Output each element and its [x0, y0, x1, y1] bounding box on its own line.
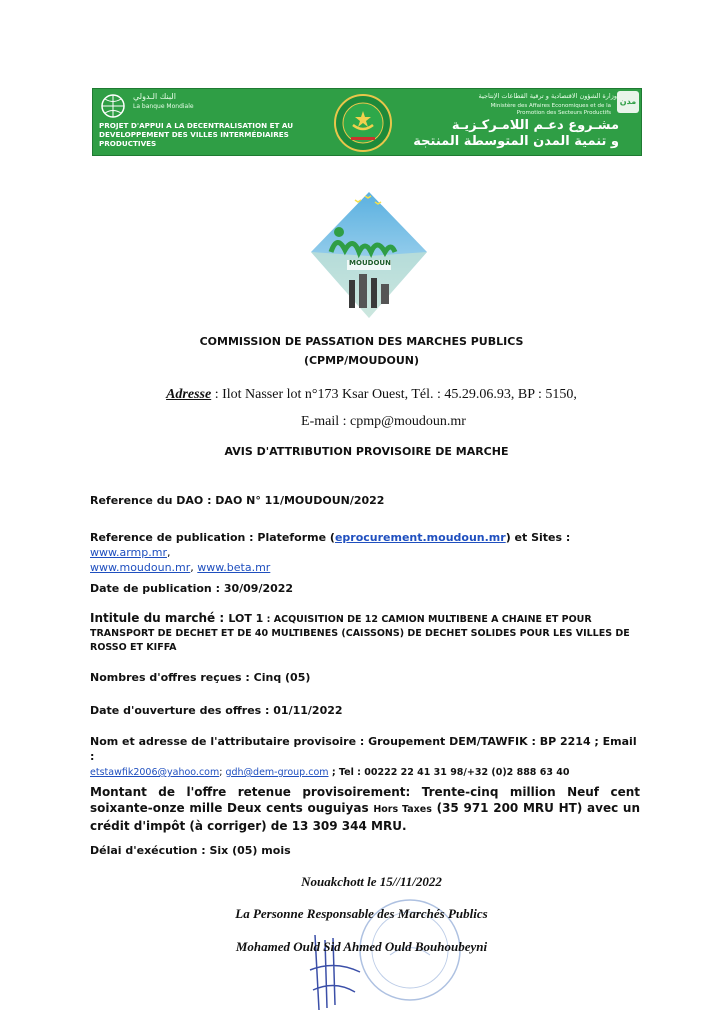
- amount-value-b: (35 971 200 MRU HT) avec un crédit d'impôt (à corriger) de 13 309 344 MRU.: [90, 801, 640, 833]
- link-moudoun[interactable]: www.moudoun.mr: [90, 561, 191, 574]
- ministry-arabic-label: وزارة الشؤون الاقتصادية و ترقية القطاعات الإنتاجية: [478, 92, 617, 100]
- offers-count: [90, 670, 640, 685]
- notice-title: AVIS D'ATTRIBUTION PROVISOIRE DE MARCHE: [224, 445, 509, 458]
- address-line: [10, 387, 723, 403]
- opening-date-label: Date d'ouverture des offres :: [90, 704, 274, 717]
- delay-label: Délai d'exécution :: [90, 844, 210, 857]
- dao-value: DAO N° 11/MOUDOUN/2022: [215, 494, 385, 507]
- awardee-email-yahoo[interactable]: etstawfik2006@yahoo.com: [90, 767, 220, 778]
- awardee-tel: ; Tel : 00222 22 41 31 98/+32 (0)2 888 63 40: [328, 767, 570, 778]
- publication-date-value: 30/09/2022: [223, 582, 294, 595]
- dao-reference: [90, 493, 640, 508]
- offers-count-value: Cinq (05): [253, 671, 311, 684]
- place-date: Nouakchott le 15//11/2022: [301, 874, 442, 889]
- signatory-role: La Personne Responsable des Marchés Publics: [235, 906, 488, 921]
- world-bank-french-label: La banque Mondiale: [133, 103, 194, 110]
- awardee-email-dem[interactable]: gdh@dem-group.com: [225, 767, 329, 778]
- publication-prefix: Plateforme (: [257, 531, 335, 544]
- publication-sep: ,: [166, 546, 171, 559]
- project-title-ar-line1: مشـروع دعـم اللامـركـزيـة: [451, 118, 619, 133]
- amount-ht: Hors Taxes: [373, 804, 432, 815]
- address-label: Adresse: [166, 387, 212, 402]
- ministry-french-label: Ministère des Affaires Economiques et de la Promotion des Secteurs Productifs: [490, 103, 611, 116]
- publication-reference: [90, 530, 640, 575]
- execution-delay: [90, 843, 640, 858]
- awardee: [90, 734, 640, 780]
- amount-label: Montant de l'offre retenue provisoirement: [90, 785, 406, 799]
- market-title-label: Intitule du marché :: [90, 611, 229, 625]
- project-title-ar-line2: و تنمية المدن المتوسطة المنتجة: [413, 134, 619, 149]
- commission-abbrev: (CPMP/MOUDOUN): [303, 354, 420, 367]
- amount-value-a: : Trente-cinq million Neuf cent soixante-onze mille Deux cents ouguiyas: [90, 785, 640, 815]
- market-title: [90, 612, 640, 654]
- dao-label: Reference du DAO :: [90, 494, 216, 507]
- market-lot: LOT 1: [228, 612, 264, 625]
- commission-title: COMMISSION DE PASSATION DES MARCHES PUBLICS: [199, 335, 524, 348]
- link-armp[interactable]: www.armp.mr: [90, 546, 167, 559]
- publication-label: Reference de publication :: [90, 531, 258, 544]
- link-beta[interactable]: www.beta.mr: [197, 561, 271, 574]
- publication-sep2: ,: [190, 561, 198, 574]
- offers-count-label: Nombres d'offres reçues :: [90, 671, 254, 684]
- signatory-name: Mohamed Ould Sid Ahmed Ould Bouhoubeyni: [235, 939, 488, 954]
- delay-value: Six (05) mois: [209, 844, 291, 857]
- moudoun-mini-logo: مدن: [617, 91, 639, 113]
- header-banner: [92, 88, 642, 156]
- moudoun-logo-icon: [309, 190, 429, 320]
- world-bank-arabic-label: البنك الـدولي: [133, 92, 176, 101]
- publication-date: [90, 581, 640, 596]
- opening-date-value: 01/11/2022: [273, 704, 343, 717]
- market-title-value: : ACQUISITION DE 12 CAMION MULTIBENE A CHAINE ET POUR TRANSPORT DE DECHET ET DE 40 MULTIBENES (CAISSONS) DE DECHET SOLIDES POUR LES VILLES DE ROSSO ET KIFFA: [90, 614, 630, 653]
- publication-mid: ) et Sites :: [505, 531, 571, 544]
- opening-date: [90, 703, 640, 718]
- link-eprocurement[interactable]: eprocurement.moudoun.mr: [334, 531, 506, 544]
- awardee-label: Nom et adresse de l'attributaire provisoire :: [90, 735, 369, 748]
- publication-date-label: Date de publication :: [90, 582, 224, 595]
- awardee-value: Groupement DEM/TAWFIK : BP 2214 ; Email :: [90, 735, 637, 763]
- address-value: : Ilot Nasser lot n°173 Ksar Ouest, Tél. : 45.29.06.93, BP : 5150,: [211, 387, 577, 402]
- moudoun-logo-text: MOUDOUN: [349, 259, 391, 267]
- world-bank-logo-icon: [99, 93, 129, 119]
- project-title-fr: PROJET D'APPUI A LA DECENTRALISATION ET AU DEVELOPPEMENT DES VILLES INTERMÉDIAIRES PRODUCTIVES: [99, 121, 294, 148]
- awardee-email-sep: ;: [219, 767, 226, 778]
- email-line: E-mail : cpmp@moudoun.mr: [301, 414, 466, 429]
- retained-offer-amount: [90, 784, 640, 834]
